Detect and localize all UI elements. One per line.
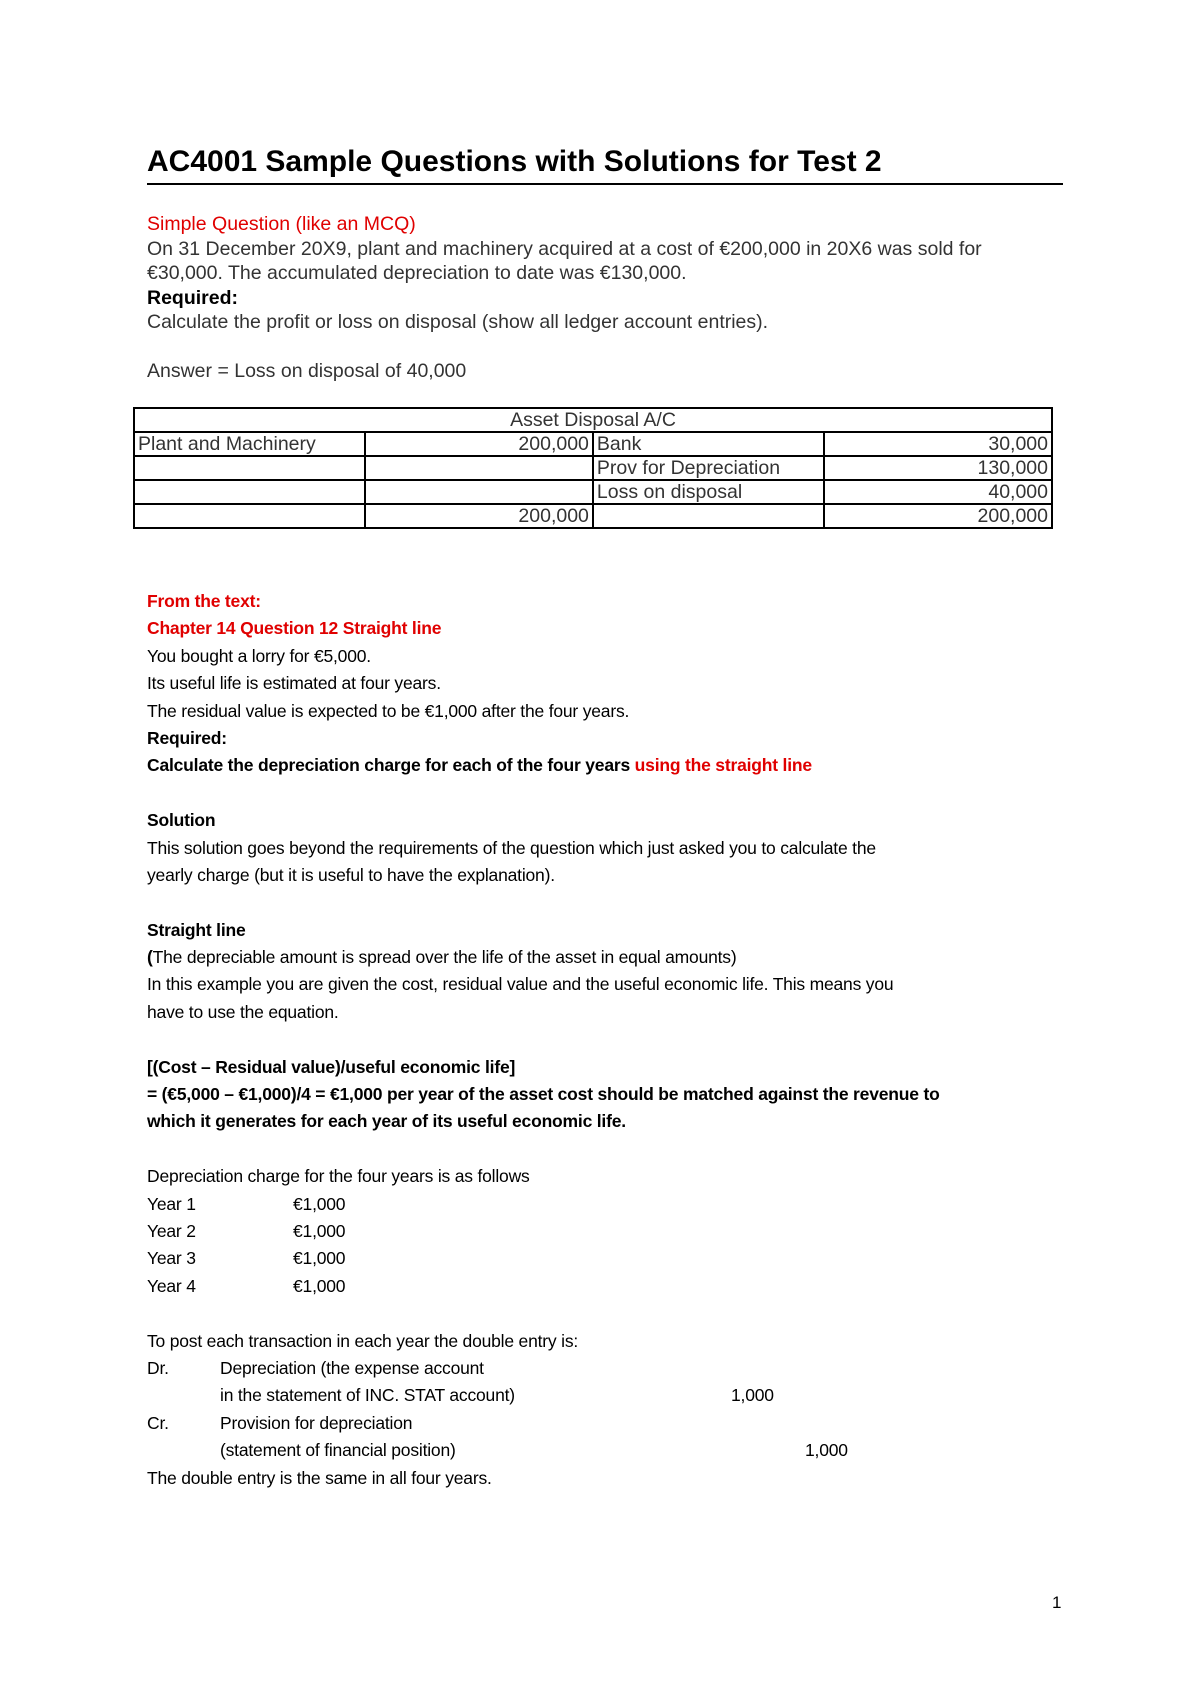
question-line: Its useful life is estimated at four years.: [147, 673, 441, 694]
definition-text: The depreciable amount is spread over the life of the asset in equal amounts): [152, 947, 737, 968]
credit-row: [147, 1437, 1077, 1464]
ledger-cr-desc: [593, 504, 824, 528]
question-line-1: On 31 December 20X9, plant and machinery acquired at a cost of €200,000 in 20X6 was sold for: [147, 237, 982, 260]
closing-line: The double entry is the same in all four years.: [147, 1467, 492, 1488]
year-label: Year 2: [147, 1220, 196, 1241]
page-title: AC4001 Sample Questions with Solutions for Test 2: [147, 144, 1063, 185]
charge-intro: Depreciation charge for the four years is as follows: [147, 1166, 530, 1187]
straight-line-heading: Straight line: [147, 919, 246, 940]
textbook-question-section: [147, 588, 1077, 1492]
year-amount: €1,000: [293, 1275, 346, 1296]
ledger-cr-desc: Prov for Depreciation: [593, 456, 824, 480]
required-label: Required:: [147, 286, 239, 309]
ledger-total-row: [134, 504, 1052, 528]
spacer: [147, 1136, 1077, 1163]
debit-amount: 1,000: [731, 1385, 774, 1406]
question-line: You bought a lorry for €5,000.: [147, 645, 371, 666]
simple-question-heading: Simple Question (like an MCQ): [147, 213, 416, 235]
ledger-dr-desc: Plant and Machinery: [134, 432, 365, 456]
credit-row: [147, 1410, 1077, 1437]
equation-line: = (€5,000 – €1,000)/4 = €1,000 per year of the asset cost should be matched against the revenue to: [147, 1084, 940, 1105]
year-row: [147, 1218, 1077, 1245]
ledger-dr-amount: [365, 456, 593, 480]
page-number: 1: [1052, 1593, 1062, 1612]
debit-row: [147, 1355, 1077, 1382]
question-line-2: €30,000. The accumulated depreciation to date was €130,000.: [147, 262, 687, 284]
year-row: [147, 1273, 1077, 1300]
ledger-cr-desc: Loss on disposal: [593, 480, 824, 504]
required-text: Calculate the profit or loss on disposal (show all ledger account entries).: [147, 311, 769, 333]
straight-line-definition: [147, 944, 1077, 971]
spacer: [147, 335, 1077, 360]
double-entry-intro: To post each transaction in each year the double entry is:: [147, 1330, 579, 1351]
debit-label: Dr.: [147, 1357, 169, 1378]
ledger-dr-amount: [365, 480, 593, 504]
from-text-heading: From the text:: [147, 591, 261, 611]
ledger-row: [134, 432, 1052, 456]
credit-label: Cr.: [147, 1412, 169, 1433]
required-label: Required:: [147, 727, 227, 748]
ledger-cr-amount: 30,000: [824, 432, 1052, 456]
year-label: Year 1: [147, 1193, 196, 1214]
equation-line: which it generates for each year of its useful economic life.: [147, 1111, 626, 1132]
spacer: [147, 780, 1077, 807]
ledger-dr-desc: [134, 456, 365, 480]
solution-heading: Solution: [147, 810, 216, 831]
example-line: In this example you are given the cost, residual value and the useful economic life. This means you: [147, 974, 894, 995]
year-amount: €1,000: [293, 1220, 346, 1241]
example-line: have to use the equation.: [147, 1001, 339, 1022]
ledger-dr-total: 200,000: [365, 504, 593, 528]
debit-row: [147, 1382, 1077, 1409]
year-row: [147, 1191, 1077, 1218]
ledger-cr-total: 200,000: [824, 504, 1052, 528]
credit-line-2: (statement of financial position): [220, 1440, 456, 1461]
question-line: The residual value is expected to be €1,000 after the four years.: [147, 700, 630, 721]
year-label: Year 3: [147, 1248, 196, 1269]
solution-paragraph-line: This solution goes beyond the requirements of the question which just asked you to calculate the: [147, 837, 876, 858]
simple-question-section: [147, 212, 1077, 384]
debit-line-1: Depreciation (the expense account: [220, 1357, 484, 1378]
ledger-row: [134, 480, 1052, 504]
debit-line-2: in the statement of INC. STAT account): [220, 1385, 515, 1406]
ledger-dr-amount: 200,000: [365, 432, 593, 456]
ledger-dr-desc: [134, 480, 365, 504]
required-text-main: Calculate the depreciation charge for each of the four years: [147, 755, 630, 776]
ledger-cr-desc: Bank: [593, 432, 824, 456]
required-text: [147, 752, 1077, 779]
year-label: Year 4: [147, 1275, 196, 1296]
answer-text: Answer = Loss on disposal of 40,000: [147, 360, 467, 382]
spacer: [147, 1300, 1077, 1327]
definition-open-paren: (: [147, 947, 153, 968]
ledger-row: [134, 456, 1052, 480]
equation-line: [(Cost – Residual value)/useful economic life]: [147, 1056, 516, 1077]
required-text-highlight: using the straight line: [634, 755, 812, 776]
year-row: [147, 1245, 1077, 1272]
ledger-title: Asset Disposal A/C: [134, 408, 1052, 432]
ledger-dr-desc: [134, 504, 365, 528]
credit-line-1: Provision for depreciation: [220, 1412, 413, 1433]
solution-paragraph-line: yearly charge (but it is useful to have the explanation).: [147, 864, 555, 885]
year-amount: €1,000: [293, 1193, 346, 1214]
spacer: [147, 1026, 1077, 1053]
spacer: [147, 889, 1077, 916]
credit-amount: 1,000: [805, 1440, 848, 1461]
asset-disposal-ledger: [133, 407, 1053, 529]
ledger-cr-amount: 130,000: [824, 456, 1052, 480]
ledger-cr-amount: 40,000: [824, 480, 1052, 504]
year-amount: €1,000: [293, 1248, 346, 1269]
chapter-heading: Chapter 14 Question 12 Straight line: [147, 618, 442, 639]
